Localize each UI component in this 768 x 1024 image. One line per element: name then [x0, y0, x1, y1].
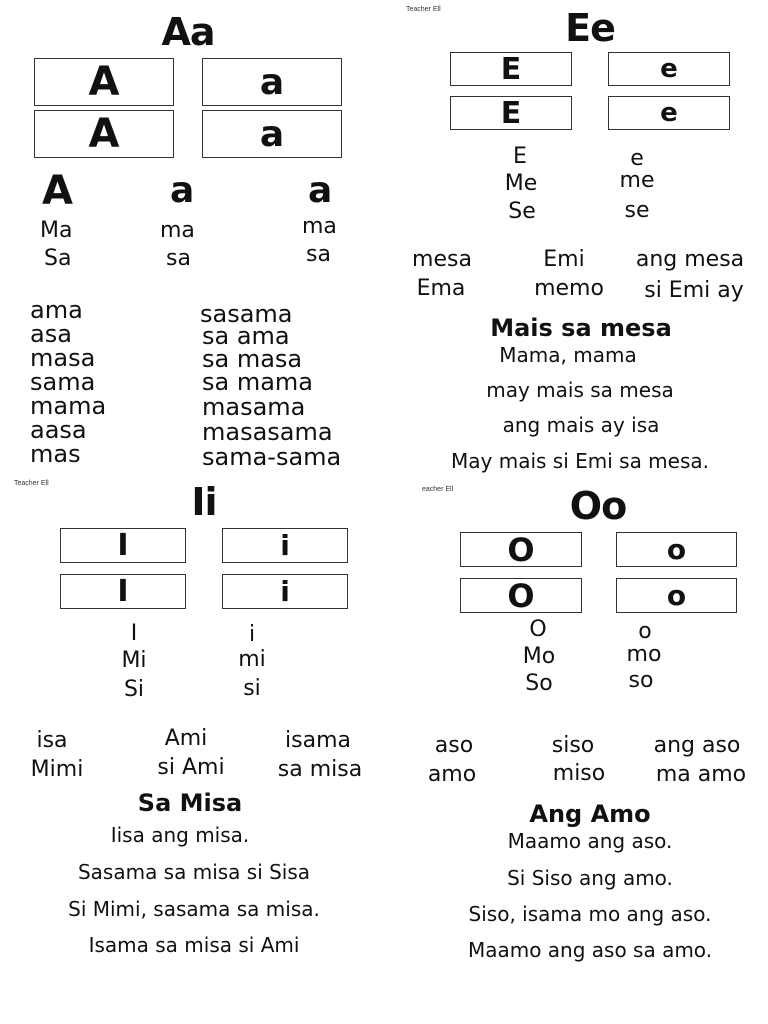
syllable: si [243, 676, 261, 701]
letter-box: o [616, 578, 737, 613]
syllable: mi [238, 647, 266, 672]
letter-box: i [222, 528, 348, 563]
syllable: Me [504, 171, 538, 196]
word: Ema [416, 276, 466, 301]
word: siso [551, 733, 595, 758]
word: mas [30, 440, 81, 468]
letter-box: O [460, 578, 582, 613]
word: miso [552, 761, 606, 786]
story-line: May mais si Emi sa mesa. [451, 449, 709, 473]
syllable: Mi [121, 648, 147, 673]
word: Emi [543, 247, 585, 272]
word: mama [30, 392, 107, 420]
word: asa [30, 320, 72, 348]
word: masama [202, 393, 306, 421]
letter-box: E [450, 96, 572, 130]
big-letter: a [170, 170, 195, 211]
syllable: me [619, 168, 655, 193]
syllable: sa [166, 246, 191, 271]
syllable: mo [626, 642, 662, 667]
letter-box: a [202, 58, 342, 106]
letter-box: A [34, 110, 174, 158]
word: Mimi [30, 757, 84, 782]
syllable: so [628, 668, 654, 693]
word: sama [30, 368, 96, 396]
syllable: Mo [522, 644, 556, 669]
word: aasa [30, 416, 87, 444]
story-line: Mama, mama [499, 343, 637, 367]
letter-box: a [202, 110, 342, 158]
story-line: Si Mimi, sasama sa misa. [68, 897, 320, 921]
word: ma amo [655, 762, 747, 787]
syllable: E [513, 144, 527, 169]
syllable: se [624, 198, 650, 223]
teacher-note: eacher Ell [422, 486, 454, 493]
word: isa [36, 728, 68, 753]
letter-box: I [60, 528, 186, 563]
letter-box: A [34, 58, 174, 106]
story-title: Sa Misa [137, 789, 243, 817]
story-title: Mais sa mesa [490, 314, 672, 342]
syllable: I [130, 621, 138, 646]
story-line: Siso, isama mo ang aso. [468, 902, 712, 926]
story-line: Sasama sa misa si Sisa [77, 860, 311, 884]
syllable: ma [302, 214, 337, 239]
word: sa masa [202, 345, 303, 373]
syllable: sa [306, 242, 331, 267]
story-line: ang mais ay isa [502, 413, 660, 437]
teacher-note: Teacher Ell [406, 6, 441, 13]
word: si Emi ay [644, 278, 744, 303]
story-title: Ang Amo [529, 800, 651, 828]
word: sa misa [277, 757, 363, 782]
syllable: ma [160, 218, 195, 243]
word: masa [30, 344, 96, 372]
syllable: Sa [44, 246, 72, 271]
word: sasama [200, 300, 293, 328]
word: sa mama [202, 368, 314, 396]
word: masasama [202, 418, 333, 446]
syllable: Si [123, 677, 145, 702]
big-letter: A [42, 168, 73, 214]
story-line: Iisa ang misa. [110, 823, 250, 847]
story-line: Isama sa misa si Ami [88, 933, 300, 957]
syllable: So [525, 671, 553, 696]
letter-box: i [222, 574, 348, 609]
word: isama [285, 728, 351, 753]
letter-box: O [460, 532, 582, 567]
syllable: e [630, 146, 644, 171]
story-line: Si Siso ang amo. [507, 866, 673, 890]
word: sama-sama [202, 443, 342, 471]
syllable: Ma [40, 218, 73, 243]
title-ii: Ii [191, 480, 217, 524]
story-line: Maamo ang aso sa amo. [467, 938, 713, 962]
letter-box: I [60, 574, 186, 609]
title-aa: Aa [161, 10, 215, 54]
story-line: Maamo ang aso. [507, 829, 673, 853]
word: aso [434, 733, 474, 758]
word: mesa [412, 247, 472, 272]
title-ee: Ee [565, 6, 615, 50]
word: si Ami [157, 755, 225, 780]
letter-box: e [608, 52, 730, 86]
syllable: O [529, 617, 547, 642]
letter-box: E [450, 52, 572, 86]
big-letter: a [308, 170, 333, 211]
word: amo [427, 762, 477, 787]
word: ang mesa [635, 247, 745, 272]
word: sa ama [202, 322, 290, 350]
syllable: Se [508, 199, 536, 224]
word: ang aso [653, 733, 741, 758]
story-line: may mais sa mesa [486, 378, 674, 402]
letter-box: o [616, 532, 737, 567]
word: memo [534, 276, 604, 301]
word: Ami [164, 726, 208, 751]
title-oo: Oo [569, 484, 627, 528]
teacher-note: Teacher Ell [14, 480, 49, 487]
letter-box: e [608, 96, 730, 130]
syllable: i [248, 622, 256, 647]
word: ama [30, 296, 83, 324]
syllable: o [638, 619, 652, 644]
